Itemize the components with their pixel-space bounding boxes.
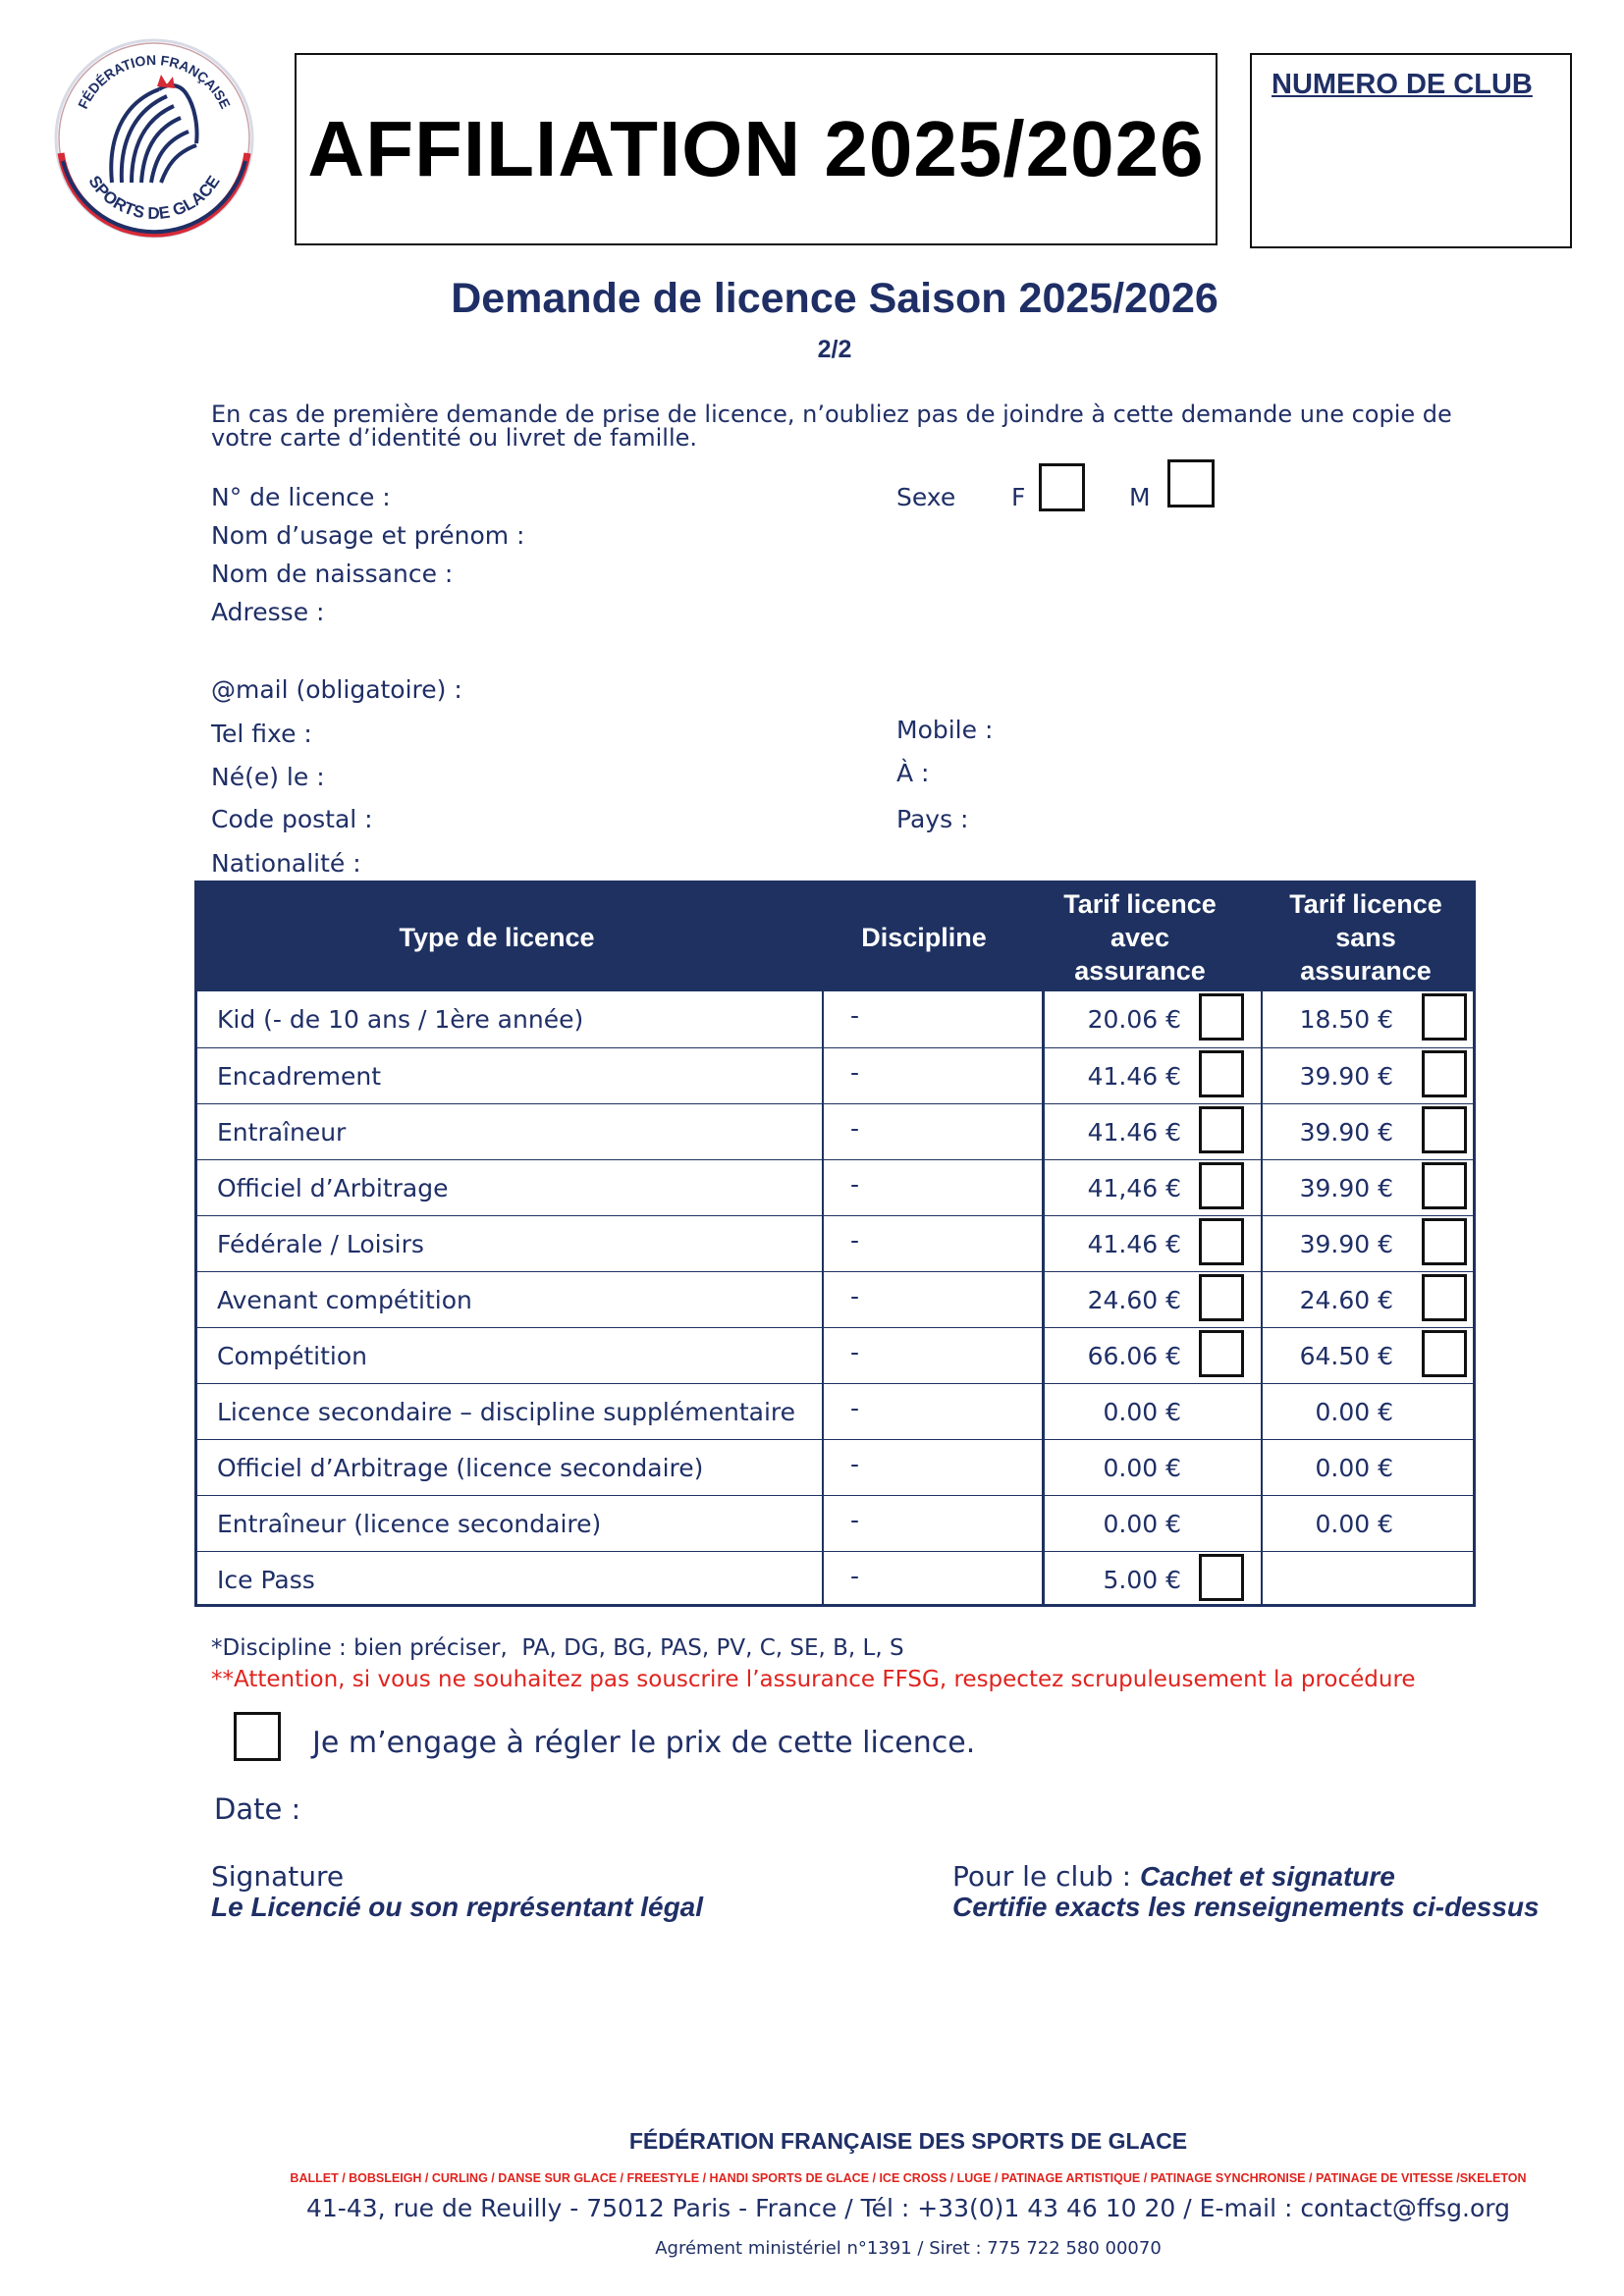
sexe-f-checkbox[interactable] xyxy=(1039,463,1085,511)
price-with-insurance: 41.46 € xyxy=(1087,1230,1181,1258)
footer-title: FÉDÉRATION FRANÇAISE DES SPORTS DE GLACE xyxy=(628,2128,1188,2154)
with-insurance-checkbox[interactable] xyxy=(1199,1050,1244,1097)
discipline-cell[interactable]: - xyxy=(850,1506,860,1534)
licence-type: Officiel d’Arbitrage xyxy=(217,1174,449,1202)
licence-table xyxy=(194,881,1476,1607)
header-avec-line1: Tarif licence xyxy=(1063,889,1217,919)
price-with-insurance: 24.60 € xyxy=(1087,1286,1181,1314)
club-number-label: NUMERO DE CLUB xyxy=(1272,69,1533,100)
licence-type: Fédérale / Loisirs xyxy=(217,1230,424,1258)
intro-text xyxy=(211,402,1488,450)
licence-type: Encadrement xyxy=(217,1062,382,1091)
title-box xyxy=(295,53,1218,245)
nom-usage-field[interactable]: Nom d’usage et prénom : xyxy=(211,521,525,550)
discipline-cell[interactable]: - xyxy=(850,1114,860,1143)
with-insurance-checkbox[interactable] xyxy=(1199,1162,1244,1209)
with-insurance-checkbox[interactable] xyxy=(1199,1274,1244,1321)
email-field[interactable]: @mail (obligatoire) : xyxy=(211,675,462,704)
price-without-insurance: 39.90 € xyxy=(1299,1118,1393,1147)
with-insurance-checkbox[interactable] xyxy=(1199,1330,1244,1377)
without-insurance-checkbox[interactable] xyxy=(1422,993,1467,1041)
club-certification: Certifie exacts les renseignements ci-dessus xyxy=(952,1892,1540,1922)
price-without-insurance: 18.50 € xyxy=(1299,1005,1393,1034)
without-insurance-checkbox[interactable] xyxy=(1422,1330,1467,1377)
price-with-insurance: 5.00 € xyxy=(1103,1566,1181,1594)
table-row xyxy=(197,1271,1473,1327)
table-row xyxy=(197,1439,1473,1495)
table-row xyxy=(197,1495,1473,1551)
sexe-f-label: F xyxy=(1011,483,1026,511)
footer-agrement: Agrément ministériel n°1391 / Siret : 775 722 580 00070 xyxy=(655,2238,1162,2259)
page-title: AFFILIATION 2025/2026 xyxy=(307,105,1205,192)
signature-sub: Le Licencié ou son représentant légal xyxy=(211,1892,704,1922)
nom-naissance-field[interactable]: Nom de naissance : xyxy=(211,560,454,588)
with-insurance-checkbox[interactable] xyxy=(1199,1554,1244,1601)
licence-type: Avenant compétition xyxy=(217,1286,472,1314)
price-without-insurance: 39.90 € xyxy=(1299,1174,1393,1202)
date-field[interactable]: Date : xyxy=(214,1792,301,1826)
intro-line-1: En cas de première demande de prise de licence, n’oubliez pas de joindre à cette demande une copie de xyxy=(211,400,1452,428)
header-avec-line2: avec xyxy=(1110,923,1170,952)
price-without-insurance: 0.00 € xyxy=(1315,1454,1393,1482)
sexe-label: Sexe xyxy=(896,483,956,511)
discipline-cell[interactable]: - xyxy=(850,1058,860,1087)
discipline-cell[interactable]: - xyxy=(850,1394,860,1422)
footer-address: 41-43, rue de Reuilly - 75012 Paris - France / Tél : +33(0)1 43 46 10 20 / E-mail : contact@ffsg.org xyxy=(306,2194,1510,2222)
price-with-insurance: 20.06 € xyxy=(1087,1005,1181,1034)
price-without-insurance: 39.90 € xyxy=(1299,1062,1393,1091)
club-prefix: Pour le club : xyxy=(952,1860,1141,1893)
logo-text-bottom: SPORTS DE GLACE xyxy=(84,172,224,224)
engagement-checkbox[interactable] xyxy=(234,1712,281,1761)
logo-text-top: FÉDÉRATION FRANÇAISE xyxy=(75,51,234,112)
lieu-naissance-field[interactable]: À : xyxy=(896,759,930,787)
price-without-insurance: 39.90 € xyxy=(1299,1230,1393,1258)
price-with-insurance: 0.00 € xyxy=(1103,1398,1181,1426)
without-insurance-checkbox[interactable] xyxy=(1422,1274,1467,1321)
with-insurance-checkbox[interactable] xyxy=(1199,1218,1244,1265)
licence-type: Officiel d’Arbitrage (licence secondaire) xyxy=(217,1454,704,1482)
with-insurance-checkbox[interactable] xyxy=(1199,1106,1244,1153)
intro-line-2: votre carte d’identité ou livret de famille. xyxy=(211,424,697,452)
table-row xyxy=(197,1383,1473,1439)
footer-disciplines: BALLET / BOBSLEIGH / CURLING / DANSE SUR GLACE / FREESTYLE / HANDI SPORTS DE GLACE / ICE CROSS / LUGE / PATINAGE ARTISTIQUE / PATINAGE SYNCHRONISE / PATINAGE DE VITESSE /SKELETON xyxy=(290,2171,1527,2185)
header-avec-line3: assurance xyxy=(1074,956,1206,986)
discipline-cell[interactable]: - xyxy=(850,1001,860,1030)
sexe-m-checkbox[interactable] xyxy=(1167,459,1215,507)
pays-field[interactable]: Pays : xyxy=(896,805,969,833)
attention-note: **Attention, si vous ne souhaitez pas souscrire l’assurance FFSG, respectez scrupuleusement la procédure xyxy=(211,1667,1416,1692)
table-row xyxy=(197,991,1473,1047)
table-row xyxy=(197,1047,1473,1103)
adresse-field[interactable]: Adresse : xyxy=(211,598,325,626)
table-header xyxy=(197,883,1473,991)
without-insurance-checkbox[interactable] xyxy=(1422,1050,1467,1097)
form-subtitle: Demande de licence Saison 2025/2026 xyxy=(451,275,1218,322)
sexe-m-label: M xyxy=(1129,483,1151,511)
nationalite-field[interactable]: Nationalité : xyxy=(211,849,361,878)
price-without-insurance: 24.60 € xyxy=(1299,1286,1393,1314)
page-number: 2/2 xyxy=(817,336,852,363)
price-with-insurance: 41.46 € xyxy=(1087,1118,1181,1147)
price-with-insurance: 0.00 € xyxy=(1103,1454,1181,1482)
ffsg-logo xyxy=(51,35,257,241)
code-postal-field[interactable]: Code postal : xyxy=(211,805,373,833)
engagement-text: Je m’engage à régler le prix de cette licence. xyxy=(312,1726,976,1760)
without-insurance-checkbox[interactable] xyxy=(1422,1106,1467,1153)
price-with-insurance: 41,46 € xyxy=(1087,1174,1181,1202)
price-with-insurance: 0.00 € xyxy=(1103,1510,1181,1538)
table-row xyxy=(197,1327,1473,1383)
without-insurance-checkbox[interactable] xyxy=(1422,1218,1467,1265)
mobile-field[interactable]: Mobile : xyxy=(896,716,994,744)
table-row xyxy=(197,1159,1473,1215)
licence-type: Ice Pass xyxy=(217,1566,315,1594)
column-divider xyxy=(1042,991,1045,1604)
discipline-cell[interactable]: - xyxy=(850,1170,860,1199)
licence-type: Compétition xyxy=(217,1342,367,1370)
discipline-cell[interactable]: - xyxy=(850,1282,860,1310)
header-tarif-avec xyxy=(1042,883,1238,991)
licence-number-field[interactable]: N° de licence : xyxy=(211,483,391,511)
price-without-insurance: 0.00 € xyxy=(1315,1510,1393,1538)
discipline-cell[interactable]: - xyxy=(850,1226,860,1255)
header-sans-line3: assurance xyxy=(1300,956,1432,986)
discipline-note: *Discipline : bien préciser, PA, DG, BG, PAS, PV, C, SE, B, L, S xyxy=(211,1635,904,1661)
licence-type: Entraîneur (licence secondaire) xyxy=(217,1510,602,1538)
table-row xyxy=(197,1103,1473,1159)
without-insurance-checkbox[interactable] xyxy=(1422,1162,1467,1209)
price-with-insurance: 41.46 € xyxy=(1087,1062,1181,1091)
header-sans-line1: Tarif licence xyxy=(1289,889,1442,919)
signature-label: Signature xyxy=(211,1860,345,1893)
date-naissance-field[interactable]: Né(e) le : xyxy=(211,763,325,791)
with-insurance-checkbox[interactable] xyxy=(1199,993,1244,1041)
club-signature-label xyxy=(952,1860,1395,1893)
header-tarif-sans xyxy=(1258,883,1474,991)
header-sans-line2: sans xyxy=(1335,923,1396,952)
discipline-cell[interactable]: - xyxy=(850,1450,860,1478)
header-discipline: Discipline xyxy=(861,923,987,952)
licence-type: Kid (- de 10 ans / 1ère année) xyxy=(217,1005,584,1034)
header-type: Type de licence xyxy=(399,923,595,952)
table-row xyxy=(197,1551,1473,1607)
table-row xyxy=(197,1215,1473,1271)
column-divider xyxy=(1261,991,1263,1604)
price-without-insurance: 64.50 € xyxy=(1299,1342,1393,1370)
discipline-cell[interactable]: - xyxy=(850,1562,860,1590)
tel-fixe-field[interactable]: Tel fixe : xyxy=(211,720,312,748)
price-with-insurance: 66.06 € xyxy=(1087,1342,1181,1370)
discipline-cell[interactable]: - xyxy=(850,1338,860,1366)
club-number-box[interactable] xyxy=(1250,53,1572,248)
club-cachet: Cachet et signature xyxy=(1140,1861,1395,1892)
column-divider xyxy=(822,991,824,1604)
licence-type: Entraîneur xyxy=(217,1118,347,1147)
licence-type: Licence secondaire – discipline supplémentaire xyxy=(217,1398,796,1426)
price-without-insurance: 0.00 € xyxy=(1315,1398,1393,1426)
